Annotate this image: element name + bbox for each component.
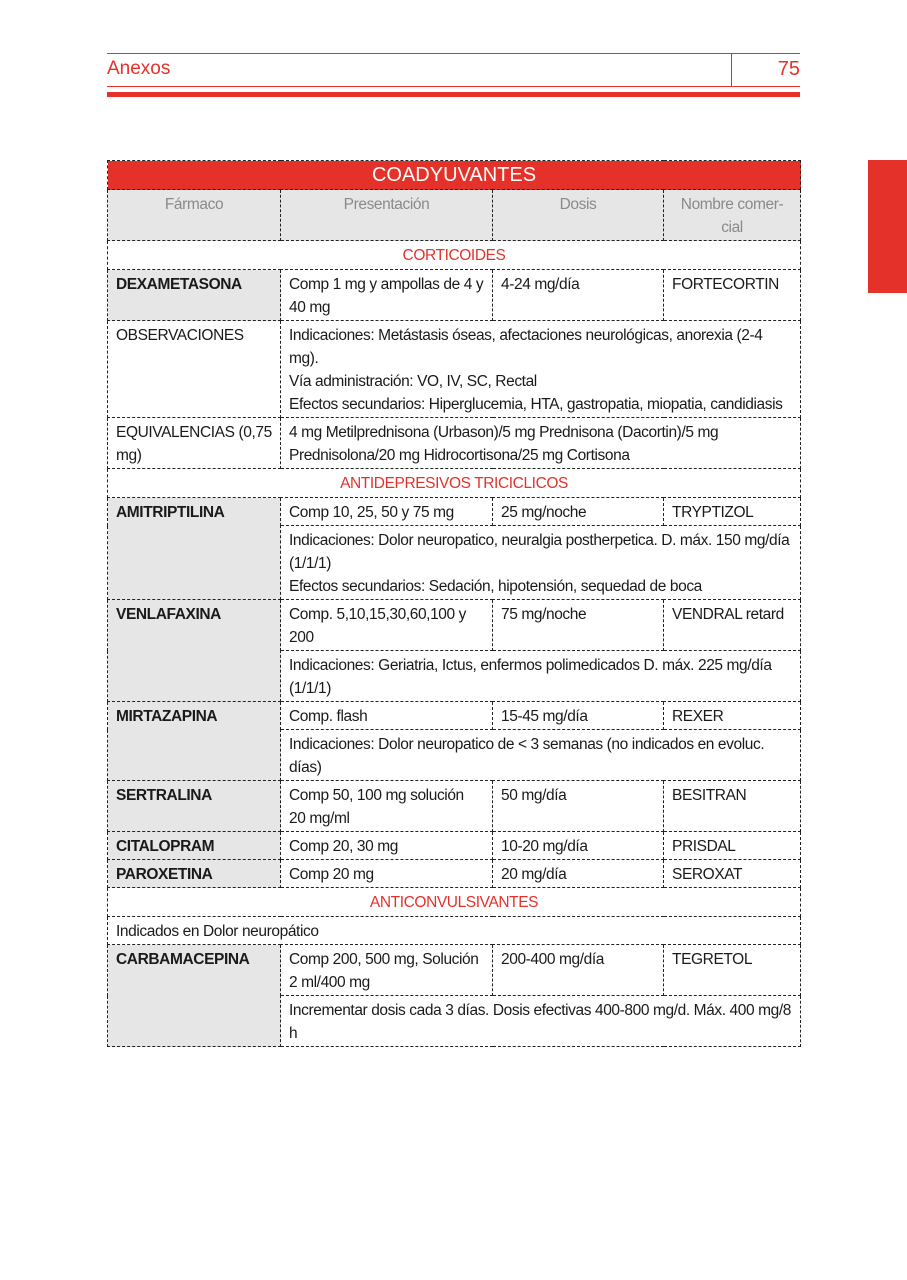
observations — [281, 321, 801, 418]
section-row — [108, 469, 801, 498]
header-rule-top — [107, 53, 800, 54]
section-label: CORTICOIDES — [108, 241, 801, 270]
column-header: Fármaco — [108, 190, 281, 241]
section-label: ANTIDEPRESIVOS TRICICLICOS — [108, 469, 801, 498]
drug-brand: TRYPTIZOL — [664, 498, 801, 526]
observation-text: Indicaciones: Metástasis óseas, afectaciones neurológicas, anorexia (2-4 mg). — [289, 327, 763, 367]
drug-presentation: Comp 1 mg y ampollas de 4 y 40 mg — [281, 270, 493, 321]
row-label: EQUIVALENCIAS (0,75 mg) — [108, 418, 281, 469]
drug-brand: SEROXAT — [664, 860, 801, 888]
drug-dose: 20 mg/día — [493, 860, 664, 888]
drug-name: MIRTAZAPINA — [108, 702, 281, 781]
drug-name: CITALOPRAM — [108, 832, 281, 860]
drug-presentation: Comp 20 mg — [281, 860, 493, 888]
drug-name: VENLAFAXINA — [108, 600, 281, 702]
drug-notes: Indicaciones: Geriatria, Ictus, enfermos polimedicados D. máx. 225 mg/día (1/1/1) — [281, 651, 801, 702]
table-row — [108, 600, 801, 651]
notes-text: Indicaciones: Dolor neuropatico, neuralgia postherpetica. D. máx. 150 mg/día (1/1/1) — [289, 532, 790, 572]
notes-text: Efectos secundarios: Sedación, hipotensión, sequedad de boca — [289, 578, 702, 595]
drug-dose: 25 mg/noche — [493, 498, 664, 526]
table-row — [108, 917, 801, 945]
page-number: 75 — [777, 58, 800, 80]
table-title: COADYUVANTES — [108, 161, 801, 190]
drug-name: DEXAMETASONA — [108, 270, 281, 321]
row-label: OBSERVACIONES — [108, 321, 281, 418]
drug-dose: 10-20 mg/día — [493, 832, 664, 860]
table-row — [108, 270, 801, 321]
observation-text: Efectos secundarios: Hiperglucemia, HTA, gastropatia, miopatia, candidiasis — [289, 396, 783, 413]
drug-presentation: Comp. 5,10,15,30,60,100 y 200 — [281, 600, 493, 651]
table-row — [108, 860, 801, 888]
section-row — [108, 241, 801, 270]
drug-notes: Indicaciones: Dolor neuropatico de < 3 semanas (no indicados en evoluc. días) — [281, 730, 801, 781]
drug-presentation: Comp 50, 100 mg solución 20 mg/ml — [281, 781, 493, 832]
drug-brand: TEGRETOL — [664, 945, 801, 996]
table-row — [108, 832, 801, 860]
drug-brand: REXER — [664, 702, 801, 730]
drug-notes — [281, 526, 801, 600]
drug-presentation: Comp 200, 500 mg, Solución 2 ml/400 mg — [281, 945, 493, 996]
coadyuvantes-table — [107, 160, 801, 1047]
drug-dose: 50 mg/día — [493, 781, 664, 832]
table-row — [108, 945, 801, 996]
table-header-row — [108, 190, 801, 241]
drug-notes: Incrementar dosis cada 3 días. Dosis efectivas 400-800 mg/d. Máx. 400 mg/8 h — [281, 996, 801, 1047]
header-rule-thin — [107, 86, 800, 87]
drug-dose: 75 mg/noche — [493, 600, 664, 651]
drug-brand: BESITRAN — [664, 781, 801, 832]
header-rule-thick — [107, 92, 800, 97]
header-divider — [731, 54, 732, 86]
section-title: Anexos — [107, 58, 171, 79]
section-row — [108, 888, 801, 917]
drug-presentation: Comp 20, 30 mg — [281, 832, 493, 860]
drug-name: AMITRIPTILINA — [108, 498, 281, 600]
table-title-row — [108, 161, 801, 190]
drug-dose: 4-24 mg/día — [493, 270, 664, 321]
chapter-side-tab — [868, 160, 907, 293]
table-row — [108, 418, 801, 469]
column-header: Dosis — [493, 190, 664, 241]
section-label: ANTICONVULSIVANTES — [108, 888, 801, 917]
drug-dose: 200-400 mg/día — [493, 945, 664, 996]
drug-name: SERTRALINA — [108, 781, 281, 832]
drug-brand: FORTECORTIN — [664, 270, 801, 321]
table-row — [108, 702, 801, 730]
column-header: Presentación — [281, 190, 493, 241]
observation-text: Vía administración: VO, IV, SC, Rectal — [289, 373, 537, 390]
equivalences-text: 4 mg Metilprednisona (Urbason)/5 mg Prednisona (Dacortin)/5 mg Prednisolona/20 mg Hidrocortisona/25 mg Cortisona — [281, 418, 801, 469]
table-row — [108, 498, 801, 526]
table-row — [108, 321, 801, 418]
drug-dose: 15-45 mg/día — [493, 702, 664, 730]
drug-presentation: Comp 10, 25, 50 y 75 mg — [281, 498, 493, 526]
drug-presentation: Comp. flash — [281, 702, 493, 730]
section-intro: Indicados en Dolor neuropático — [108, 917, 801, 945]
column-header: Nombre comer-cial — [664, 190, 801, 241]
drug-brand: VENDRAL retard — [664, 600, 801, 651]
drug-name: CARBAMACEPINA — [108, 945, 281, 1047]
drug-brand: PRISDAL — [664, 832, 801, 860]
table-row — [108, 781, 801, 832]
drug-name: PAROXETINA — [108, 860, 281, 888]
